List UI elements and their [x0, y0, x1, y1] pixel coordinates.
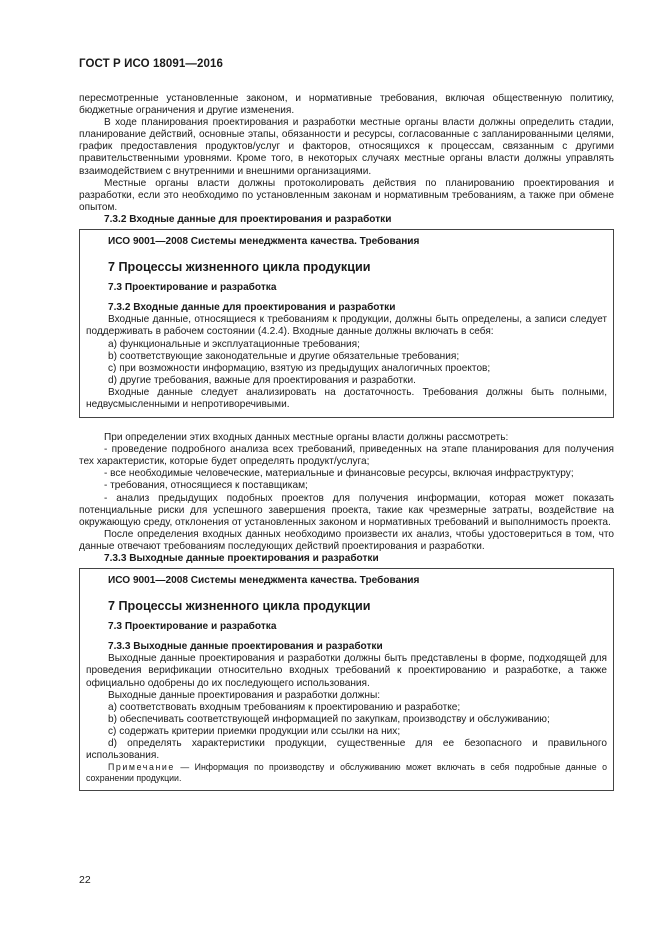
- quote-list-item: d) другие требования, важные для проектирования и разработки.: [108, 374, 416, 386]
- quote-list-item: d) определять характеристики продукции, существенные для ее безопасного и правильного использования.: [86, 738, 607, 762]
- paragraph: В ходе планирования проектирования и разработки местные органы власти должны определить стадии, планирование действий, основные этапы, обязанности и ресурсы, согласованные с запланированными целями, график предоставления продуктов/услуг и факторов, относящихся к процессам, связанным с другими правительственными уровнями. Кроме того, в некоторых случаях местные органы власти должны управлять взаимодействием с внутренними и внешними организациями.: [79, 117, 614, 177]
- quote-list-item: a) функциональные и эксплуатационные требования;: [108, 338, 360, 350]
- document-header: ГОСТ Р ИСО 18091—2016: [79, 58, 224, 70]
- paragraph: После определения входных данных необходимо произвести их анализ, чтобы удостовериться в том, что данные отвечают требованиям последующих действий проектирования и разработки.: [79, 528, 614, 552]
- page-content: [79, 93, 614, 791]
- paragraph: Местные органы власти должны протоколировать действия по планированию проектирования и разработки, если это необходимо по установленным законам и нормативным требованиям, а также при обмене опытом.: [79, 177, 614, 213]
- quote-list-item: b) соответствующие законодательные и другие обязательные требования;: [108, 350, 460, 362]
- note-text: — Информация по производству и обслуживанию может включать в себя подробные данные о сохранении продукции.: [86, 762, 607, 784]
- spacer: [79, 418, 614, 432]
- quote-heading-1: 7 Процессы жизненного цикла продукции: [108, 260, 371, 275]
- quote-paragraph: Выходные данные проектирования и разработки должны быть представлены в форме, подходящей для проведения верификации относительно входных требований к проектированию и разработке, а также официально одобрены до их последующего использования.: [86, 653, 607, 689]
- dash-list-item: - все необходимые человеческие, материальные и финансовые ресурсы, включая инфраструктуру;: [104, 468, 574, 480]
- quote-standard-title: ИСО 9001—2008 Системы менеджмента качества. Требования: [108, 236, 420, 248]
- quote-paragraph: Выходные данные проектирования и разработки должны:: [108, 689, 381, 701]
- quote-list-item: b) обеспечивать соответствующей информацией по закупкам, производству и обслуживанию;: [108, 713, 550, 725]
- section-heading-7-3-3: 7.3.3 Выходные данные проектирования и разработки: [104, 553, 379, 564]
- quote-heading-3: 7.3.3 Выходные данные проектирования и разработки: [108, 641, 383, 653]
- iso-quote-box-7-3-3: [79, 568, 614, 791]
- quote-heading-3: 7.3.2 Входные данные для проектирования и разработки: [108, 302, 396, 314]
- quote-standard-title: ИСО 9001—2008 Системы менеджмента качества. Требования: [108, 575, 420, 587]
- quote-heading-1: 7 Процессы жизненного цикла продукции: [108, 599, 371, 614]
- dash-list-item: - требования, относящиеся к поставщикам;: [104, 480, 308, 492]
- quote-heading-2: 7.3 Проектирование и разработка: [108, 621, 277, 633]
- quote-heading-2: 7.3 Проектирование и разработка: [108, 282, 277, 294]
- dash-list-item: - анализ предыдущих подобных проектов для получения информации, которая может показать потенциальные риски для успешного завершения проекта, такие как чрезмерные затраты, воздействие на окружающую среду, отклонения от установленных законом и нормативных требований и выполнимость проекта.: [79, 492, 614, 528]
- iso-quote-box-7-3-2: [79, 229, 614, 418]
- quote-list-item: c) при возможности информацию, взятую из предыдущих аналогичных проектов;: [108, 362, 491, 374]
- quote-list-item: c) содержать критерии приемки продукции или ссылки на них;: [108, 725, 401, 737]
- paragraph: пересмотренные установленные законом, и нормативные требования, включая общественную политику, бюджетные ограничения и другие изменения.: [79, 93, 614, 117]
- paragraph: При определении этих входных данных местные органы власти должны рассмотреть:: [104, 432, 509, 444]
- note-label: Примечание: [108, 762, 175, 773]
- quote-note: [86, 762, 607, 784]
- quote-list-item: a) соответствовать входным требованиям к проектированию и разработке;: [108, 701, 461, 713]
- dash-list-item: - проведение подробного анализа всех требований, приведенных на этапе планирования для получения тех характеристик, которые будет определять продукт/услуга;: [79, 444, 614, 468]
- page-number: 22: [79, 874, 91, 886]
- quote-paragraph: Входные данные, относящиеся к требованиям к продукции, должны быть определены, а записи следует поддерживать в рабочем состоянии (4.2.4). Входные данные должны включать в себя:: [86, 314, 607, 338]
- quote-paragraph: Входные данные следует анализировать на достаточность. Требования должны быть полными, недвусмысленными и непротиворечивыми.: [86, 386, 607, 410]
- section-heading-7-3-2: 7.3.2 Входные данные для проектирования и разработки: [104, 213, 392, 225]
